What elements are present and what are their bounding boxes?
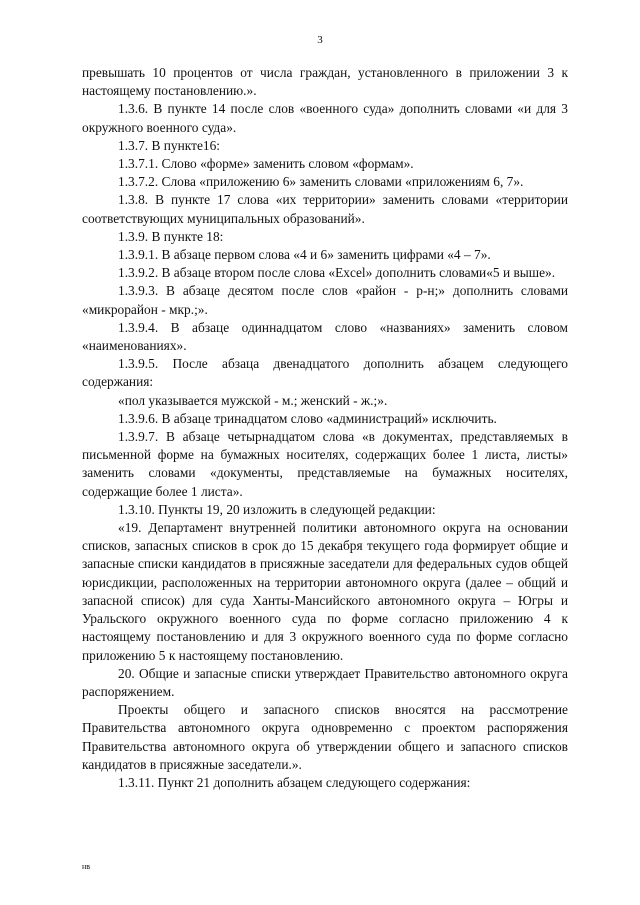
paragraph-20: 1.3.11. Пункт 21 дополнить абзацем следующего содержания: bbox=[118, 774, 471, 790]
paragraph-7: 1.3.9. В пункте 18: bbox=[118, 228, 224, 244]
paragraph-14: 1.3.9.6. В абзаце тринадцатом слово «администраций» исключить. bbox=[118, 410, 497, 426]
paragraph-17: «19. Департамент внутренней политики автономного округа на основании списков, запасных списков в срок до 15 декабря текущего года формирует общие и запасные списки кандидатов в присяжные заседатели для федеральных судов общей юрисдикции, расположенных на территории автономного округа (далее – общий и запасной список) для суда Ханты-Мансийского автономного округа – Югры и Уральского окружного военного суда по форме согласно приложению 4 к настоящему постановлению и для 3 окружного военного суда по форме согласно приложению 5 к настоящему постановлению. bbox=[82, 520, 568, 663]
paragraph-9: 1.3.9.2. В абзаце втором после слова «Excel» дополнить словами«5 и выше». bbox=[118, 265, 556, 281]
document-body bbox=[82, 64, 568, 792]
page-number: 3 bbox=[317, 34, 323, 46]
paragraph-18: 20. Общие и запасные списки утверждает Правительство автономного округа распоряжением. bbox=[82, 665, 568, 699]
paragraph-15: 1.3.9.7. В абзаце четырнадцатом слова «в документах, представляемых в письменной форме на бумажных носителях, содержащих более 1 листа, листы» заменить словами «документы, представляемые на бумажных носителях, содержащие более 1 листа». bbox=[82, 429, 568, 499]
paragraph-5: 1.3.7.2. Слова «приложению 6» заменить словами «приложениям 6, 7». bbox=[118, 174, 524, 190]
paragraph-11: 1.3.9.4. В абзаце одиннадцатом слово «названиях» заменить словом «наименованиях». bbox=[82, 319, 568, 354]
paragraph-12: 1.3.9.5. После абзаца двенадцатого дополнить абзацем следующего содержания: bbox=[82, 356, 568, 390]
paragraph-16: 1.3.10. Пункты 19, 20 изложить в следующей редакции: bbox=[118, 501, 436, 517]
paragraph-2: 1.3.6. В пункте 14 после слов «военного суда» дополнить словами «и для 3 окружного военного суда». bbox=[82, 101, 568, 135]
paragraph-13: «пол указывается мужской - м.; женский - ж.;». bbox=[118, 392, 388, 408]
paragraph-1: превышать 10 процентов от числа граждан, установленного в приложении 3 к настоящему постановлению.». bbox=[82, 65, 568, 99]
paragraph-19: Проекты общего и запасного списков вносятся на рассмотрение Правительства автономного округа одновременно с проектом распоряжения Правительства автономного округа об утверждении общего и запасного списков кандидатов в присяжные заседатели.». bbox=[82, 702, 568, 772]
paragraph-8: 1.3.9.1. В абзаце первом слова «4 и 6» заменить цифрами «4 – 7». bbox=[118, 247, 491, 263]
paragraph-6: 1.3.8. В пункте 17 слова «их территории» заменить словами «территории соответствующих муниципальных образований». bbox=[82, 192, 568, 226]
paragraph-3: 1.3.7. В пункте16: bbox=[118, 137, 221, 153]
footer-initials: нв bbox=[82, 862, 91, 871]
paragraph-10: 1.3.9.3. В абзаце десятом после слов «район - р-н;» дополнить словами «микрорайон - мкр.;». bbox=[82, 283, 568, 317]
paragraph-4: 1.3.7.1. Слово «форме» заменить словом «формам». bbox=[118, 156, 414, 172]
